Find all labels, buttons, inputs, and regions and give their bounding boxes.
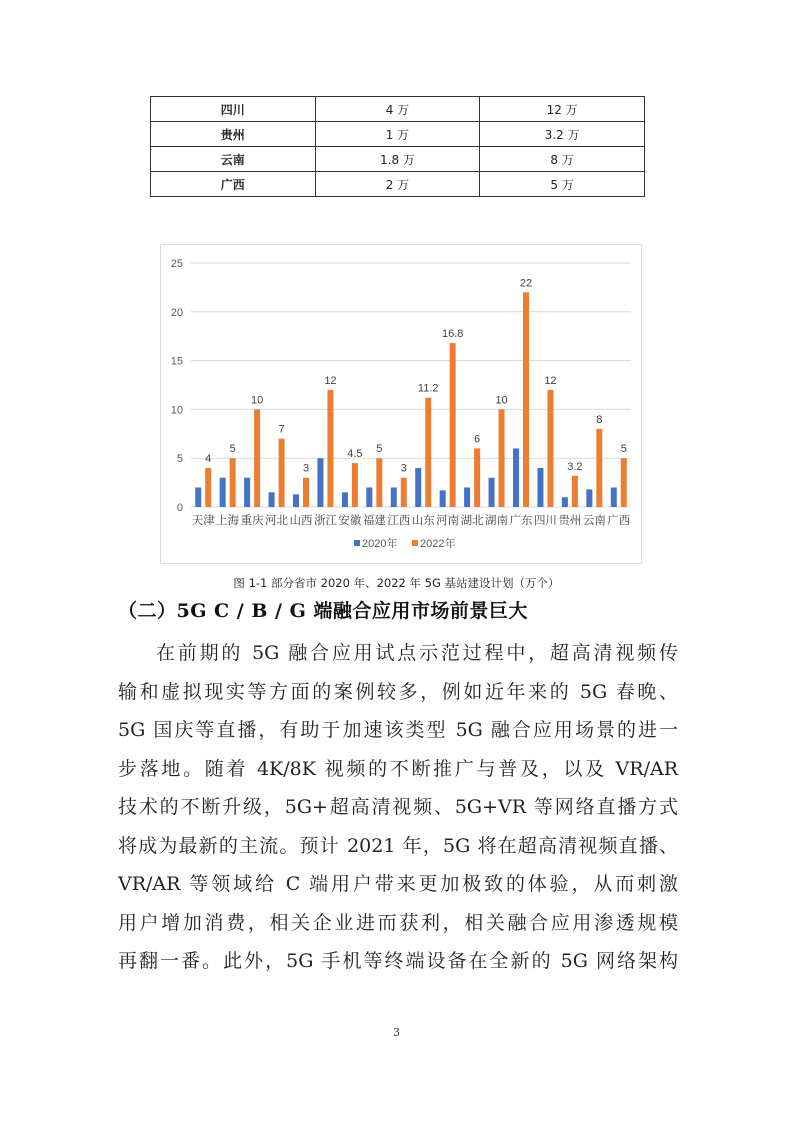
table-row [151, 122, 645, 147]
x-tick-label: 重庆 [240, 515, 264, 527]
bar-2020 [269, 492, 275, 507]
data-label: 12 [544, 374, 557, 387]
bar-2022 [230, 458, 236, 507]
table-cell: 1.8 万 [315, 147, 480, 172]
y-tick-label: 0 [176, 502, 183, 514]
bar-2022 [254, 409, 260, 507]
data-label: 6 [474, 433, 481, 446]
data-label: 10 [250, 394, 264, 407]
paragraph-line: 在前期的 5G 融合应用试点示范过程中，超高清视频传 [156, 642, 678, 664]
paragraph-line: 用户增加消费，相关企业进而获利，相关融合应用渗透规模 [118, 911, 678, 934]
page-number: 3 [393, 1026, 400, 1039]
x-tick-label: 安徽 [338, 515, 362, 527]
data-label: 7 [278, 423, 285, 436]
legend-swatch-2022 [412, 540, 418, 546]
bar-2022 [572, 476, 578, 507]
table-cell: 广西 [151, 172, 316, 197]
y-tick-label: 20 [170, 306, 183, 319]
data-label: 3 [400, 462, 407, 475]
body-paragraph [118, 634, 678, 981]
table-cell: 5 万 [480, 172, 645, 197]
x-tick-label: 云南 [582, 515, 606, 527]
legend-swatch-2020 [354, 540, 360, 546]
x-tick-label: 浙江 [313, 515, 337, 527]
x-tick-label: 天津 [191, 515, 215, 527]
paragraph-line: 输和虚拟现实等方面的案例较多，例如近年来的 5G 春晚、 [118, 680, 678, 703]
bar-2020 [195, 487, 201, 507]
bar-2022 [499, 409, 505, 507]
table-cell: 贵州 [151, 122, 316, 147]
y-tick-label: 15 [170, 355, 183, 368]
x-tick-label: 上海 [216, 515, 240, 527]
x-tick-label: 广西 [607, 515, 631, 527]
table-row [151, 97, 645, 122]
bar-2020 [537, 468, 543, 507]
bar-2022 [450, 343, 456, 507]
x-tick-label: 山西 [289, 515, 313, 527]
paragraph-line: 技术的不断升级，5G+超高清视频、5G+VR 等网络直播方式 [118, 796, 678, 818]
province-table [150, 96, 645, 197]
bar-2022 [303, 478, 309, 507]
bar-2022 [205, 468, 211, 507]
paragraph-line: 再翻一番。此外，5G 手机等终端设备在全新的 5G 网络架构 [118, 950, 678, 972]
table-cell: 2 万 [315, 172, 480, 197]
bar-2020 [317, 458, 323, 507]
data-label: 11.2 [417, 382, 439, 395]
legend-label: 2022年 [420, 538, 456, 550]
bar-2020 [415, 468, 421, 507]
bar-2020 [489, 478, 495, 507]
bar-2022 [279, 439, 285, 507]
data-label: 22 [519, 277, 533, 290]
data-label: 5 [620, 443, 627, 456]
table-cell: 8 万 [480, 147, 645, 172]
bar-2022 [547, 390, 553, 507]
bar-2020 [391, 487, 397, 507]
x-tick-label: 河南 [436, 515, 460, 527]
bar-2022 [474, 448, 480, 507]
bar-2020 [366, 487, 372, 507]
x-tick-label: 山东 [411, 515, 435, 527]
bar-chart [161, 245, 641, 563]
bar-2022 [352, 463, 358, 507]
x-tick-label: 四川 [533, 515, 557, 527]
bar-2020 [440, 490, 446, 507]
bar-2022 [621, 458, 627, 507]
bar-2020 [513, 448, 519, 507]
bar-2020 [464, 487, 470, 507]
x-tick-label: 福建 [362, 515, 386, 527]
table-row [151, 172, 645, 197]
x-tick-label: 广东 [509, 515, 533, 527]
data-label: 4.5 [347, 448, 363, 461]
x-tick-label: 江西 [387, 515, 411, 527]
data-label: 5 [376, 443, 383, 456]
chart-frame [160, 244, 642, 564]
bar-2020 [293, 494, 299, 507]
paragraph-line: 步落地。随着 4K/8K 视频的不断推广与普及，以及 VR/AR [118, 757, 678, 780]
y-tick-label: 10 [170, 404, 183, 417]
y-tick-label: 5 [176, 453, 183, 466]
data-label: 5 [229, 443, 236, 456]
bar-2022 [425, 398, 431, 507]
data-label: 4 [205, 452, 212, 465]
data-label: 12 [324, 374, 337, 387]
bar-2022 [596, 429, 602, 507]
bar-2020 [611, 487, 617, 507]
y-tick-label: 25 [170, 258, 183, 270]
table-cell: 1 万 [315, 122, 480, 147]
data-label: 16.8 [441, 328, 464, 341]
data-label: 3 [302, 462, 310, 475]
table-cell: 12 万 [480, 97, 645, 122]
data-label: 10 [495, 394, 508, 407]
bar-2022 [376, 458, 382, 507]
legend-label: 2020年 [362, 538, 398, 550]
data-label: 8 [596, 413, 603, 426]
bar-2020 [244, 478, 250, 507]
table-cell: 4 万 [315, 97, 480, 122]
table-cell: 云南 [151, 147, 316, 172]
paragraph-line: 将成为最新的主流。预计 2021 年，5G 将在超高清视频直播、 [118, 834, 678, 857]
data-label: 3.2 [567, 460, 583, 473]
table-row [151, 147, 645, 172]
table-cell: 四川 [151, 97, 316, 122]
x-tick-label: 河北 [265, 515, 289, 527]
bar-2020 [586, 489, 592, 507]
bar-2020 [220, 478, 226, 507]
bar-2020 [562, 497, 568, 507]
x-tick-label: 湖北 [460, 515, 484, 527]
bar-2022 [327, 390, 333, 507]
bar-2022 [523, 292, 529, 507]
section-heading: （二）5G C / B / G 端融合应用市场前景巨大 [118, 600, 528, 622]
x-tick-label: 湖南 [485, 515, 509, 527]
x-tick-label: 贵州 [558, 515, 582, 527]
table-cell: 3.2 万 [480, 122, 645, 147]
bar-2020 [342, 492, 348, 507]
bar-2022 [401, 478, 407, 507]
paragraph-line: 5G 国庆等直播，有助于加速该类型 5G 融合应用场景的进一 [118, 719, 678, 741]
figure-caption: 图 1-1 部分省市 2020 年、2022 年 5G 基站建设计划（万个） [233, 576, 560, 590]
paragraph-line: VR/AR 等领域给 C 端用户带来更加极致的体验，从而刺激 [118, 873, 678, 895]
